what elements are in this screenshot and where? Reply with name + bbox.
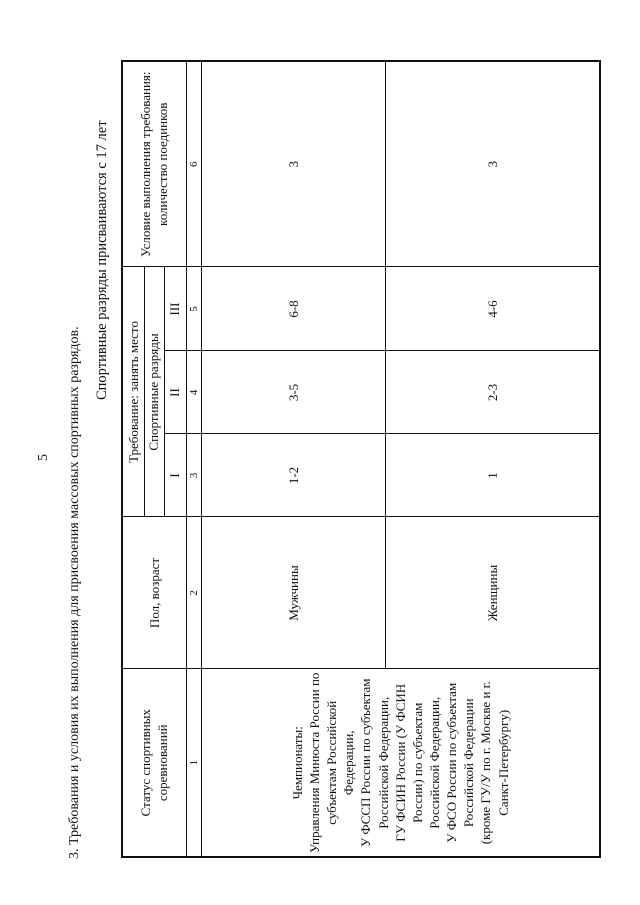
column-number: 5 (186, 267, 202, 351)
competition-status-cell: Чемпионаты: Управления Минюста России по субъектам Российской Федерации, У ФССП России по субъектам Российской Федерации, ГУ ФСИН России (У ФСИН России) по субъектам Российской Федерации, У ФСО России по субъектам Российской Федерации (кроме ГУ/У по г. Москве и г. Санкт-Петербургу) (202, 669, 600, 857)
table-row (202, 61, 386, 857)
rank-3-place: 4-6 (386, 267, 600, 351)
gender-cell: Мужчины (202, 517, 386, 669)
column-number: 3 (186, 434, 202, 517)
header-rank-3: III (164, 267, 186, 351)
rank-1-place: 1 (386, 434, 600, 517)
header-gender: Пол, возраст (122, 517, 186, 669)
rank-2-place: 2-3 (386, 351, 600, 434)
header-condition: Условие выполнения требования: количество поединков (122, 61, 186, 267)
column-number: 6 (186, 61, 202, 267)
gender-cell: Женщины (386, 517, 600, 669)
header-rank-2: II (164, 351, 186, 434)
header-rank-1: I (164, 434, 186, 517)
rank-1-place: 1-2 (202, 434, 386, 517)
age-requirement-banner: Спортивные разряды присваиваются с 17 лет (94, 120, 110, 400)
section-heading: 3. Требования и условия их выполнения для присвоения массовых спортивных разрядов. (67, 326, 82, 859)
header-ranks-group: Спортивные разряды (144, 267, 164, 517)
bouts-count: 3 (202, 61, 386, 267)
header-requirement: Требование: занять место (122, 267, 144, 517)
column-number: 4 (186, 351, 202, 434)
requirements-table (121, 60, 601, 858)
header-status: Статус спортивных соревнований (122, 669, 186, 857)
rank-3-place: 6-8 (202, 267, 386, 351)
bouts-count: 3 (386, 61, 600, 267)
column-number: 1 (186, 669, 202, 857)
rank-2-place: 3-5 (202, 351, 386, 434)
column-number: 2 (186, 517, 202, 669)
page-number: 5 (36, 454, 51, 461)
